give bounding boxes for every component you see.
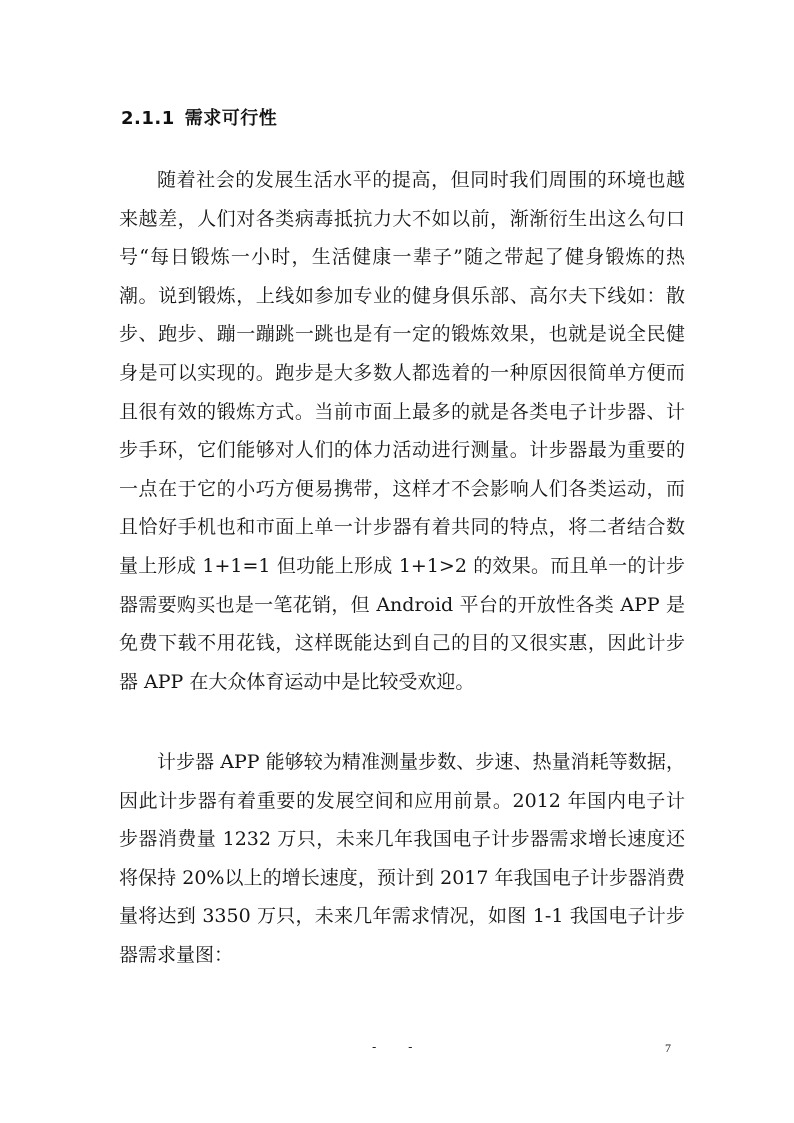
paragraph-demand-background: 随着社会的发展生活水平的提高，但同时我们周围的环境也越来越差，人们对各类病毒抵抗力大不如以前，渐渐衍生出这么句口号“每日锻炼一小时，生活健康一辈子”随之带起了健身锻炼的热潮。说到锻炼，上线如参加专业的健身俱乐部、高尔夫下线如：散步、跑步、蹦一蹦跳一跳也是有一定的锻炼效果，也就是说全民健身是可以实现的。跑步是大多数人都选着的一种原因很简单方便而且很有效的锻炼方式。当前市面上最多的就是各类电子计步器、计步手环，它们能够对人们的体力活动进行测量。计步器最为重要的一点在于它的小巧方便易携带，这样才不会影响人们各类运动，而且恰好手机也和市面上单一计步器有着共同的特点，将二者结合数量上形成 1+1=1 但功能上形成 1+1>2 的效果。而且单一的计步器需要购买也是一笔花销，但 Android 平台的开放性各类 APP 是免费下载不用花钱，这样既能达到自己的目的又很实惠，因此计步器 APP 在大众体育运动中是比较受欢迎。 (119, 169, 685, 693)
section-title: 需求可行性 (184, 108, 278, 129)
section-number: 2.1.1 (121, 108, 175, 129)
paragraph-market-data: 计步器 APP 能够较为精准测量步数、步速、热量消耗等数据，因此计步器有着重要的发展空间和应用前景。2012 年国内电子计步器消费量 1232 万只，未来几年我国电子计步器需求增长速度还将保持 20%以上的增长速度，预计到 2017 年我国电子计步器消费量将达到 3350 万只，未来几年需求情况，如图 1-1 我国电子计步器需求量图： (119, 751, 685, 966)
section-heading (121, 104, 277, 130)
footer-dashes: - - (372, 1040, 427, 1054)
page-number: 7 (665, 1041, 671, 1055)
